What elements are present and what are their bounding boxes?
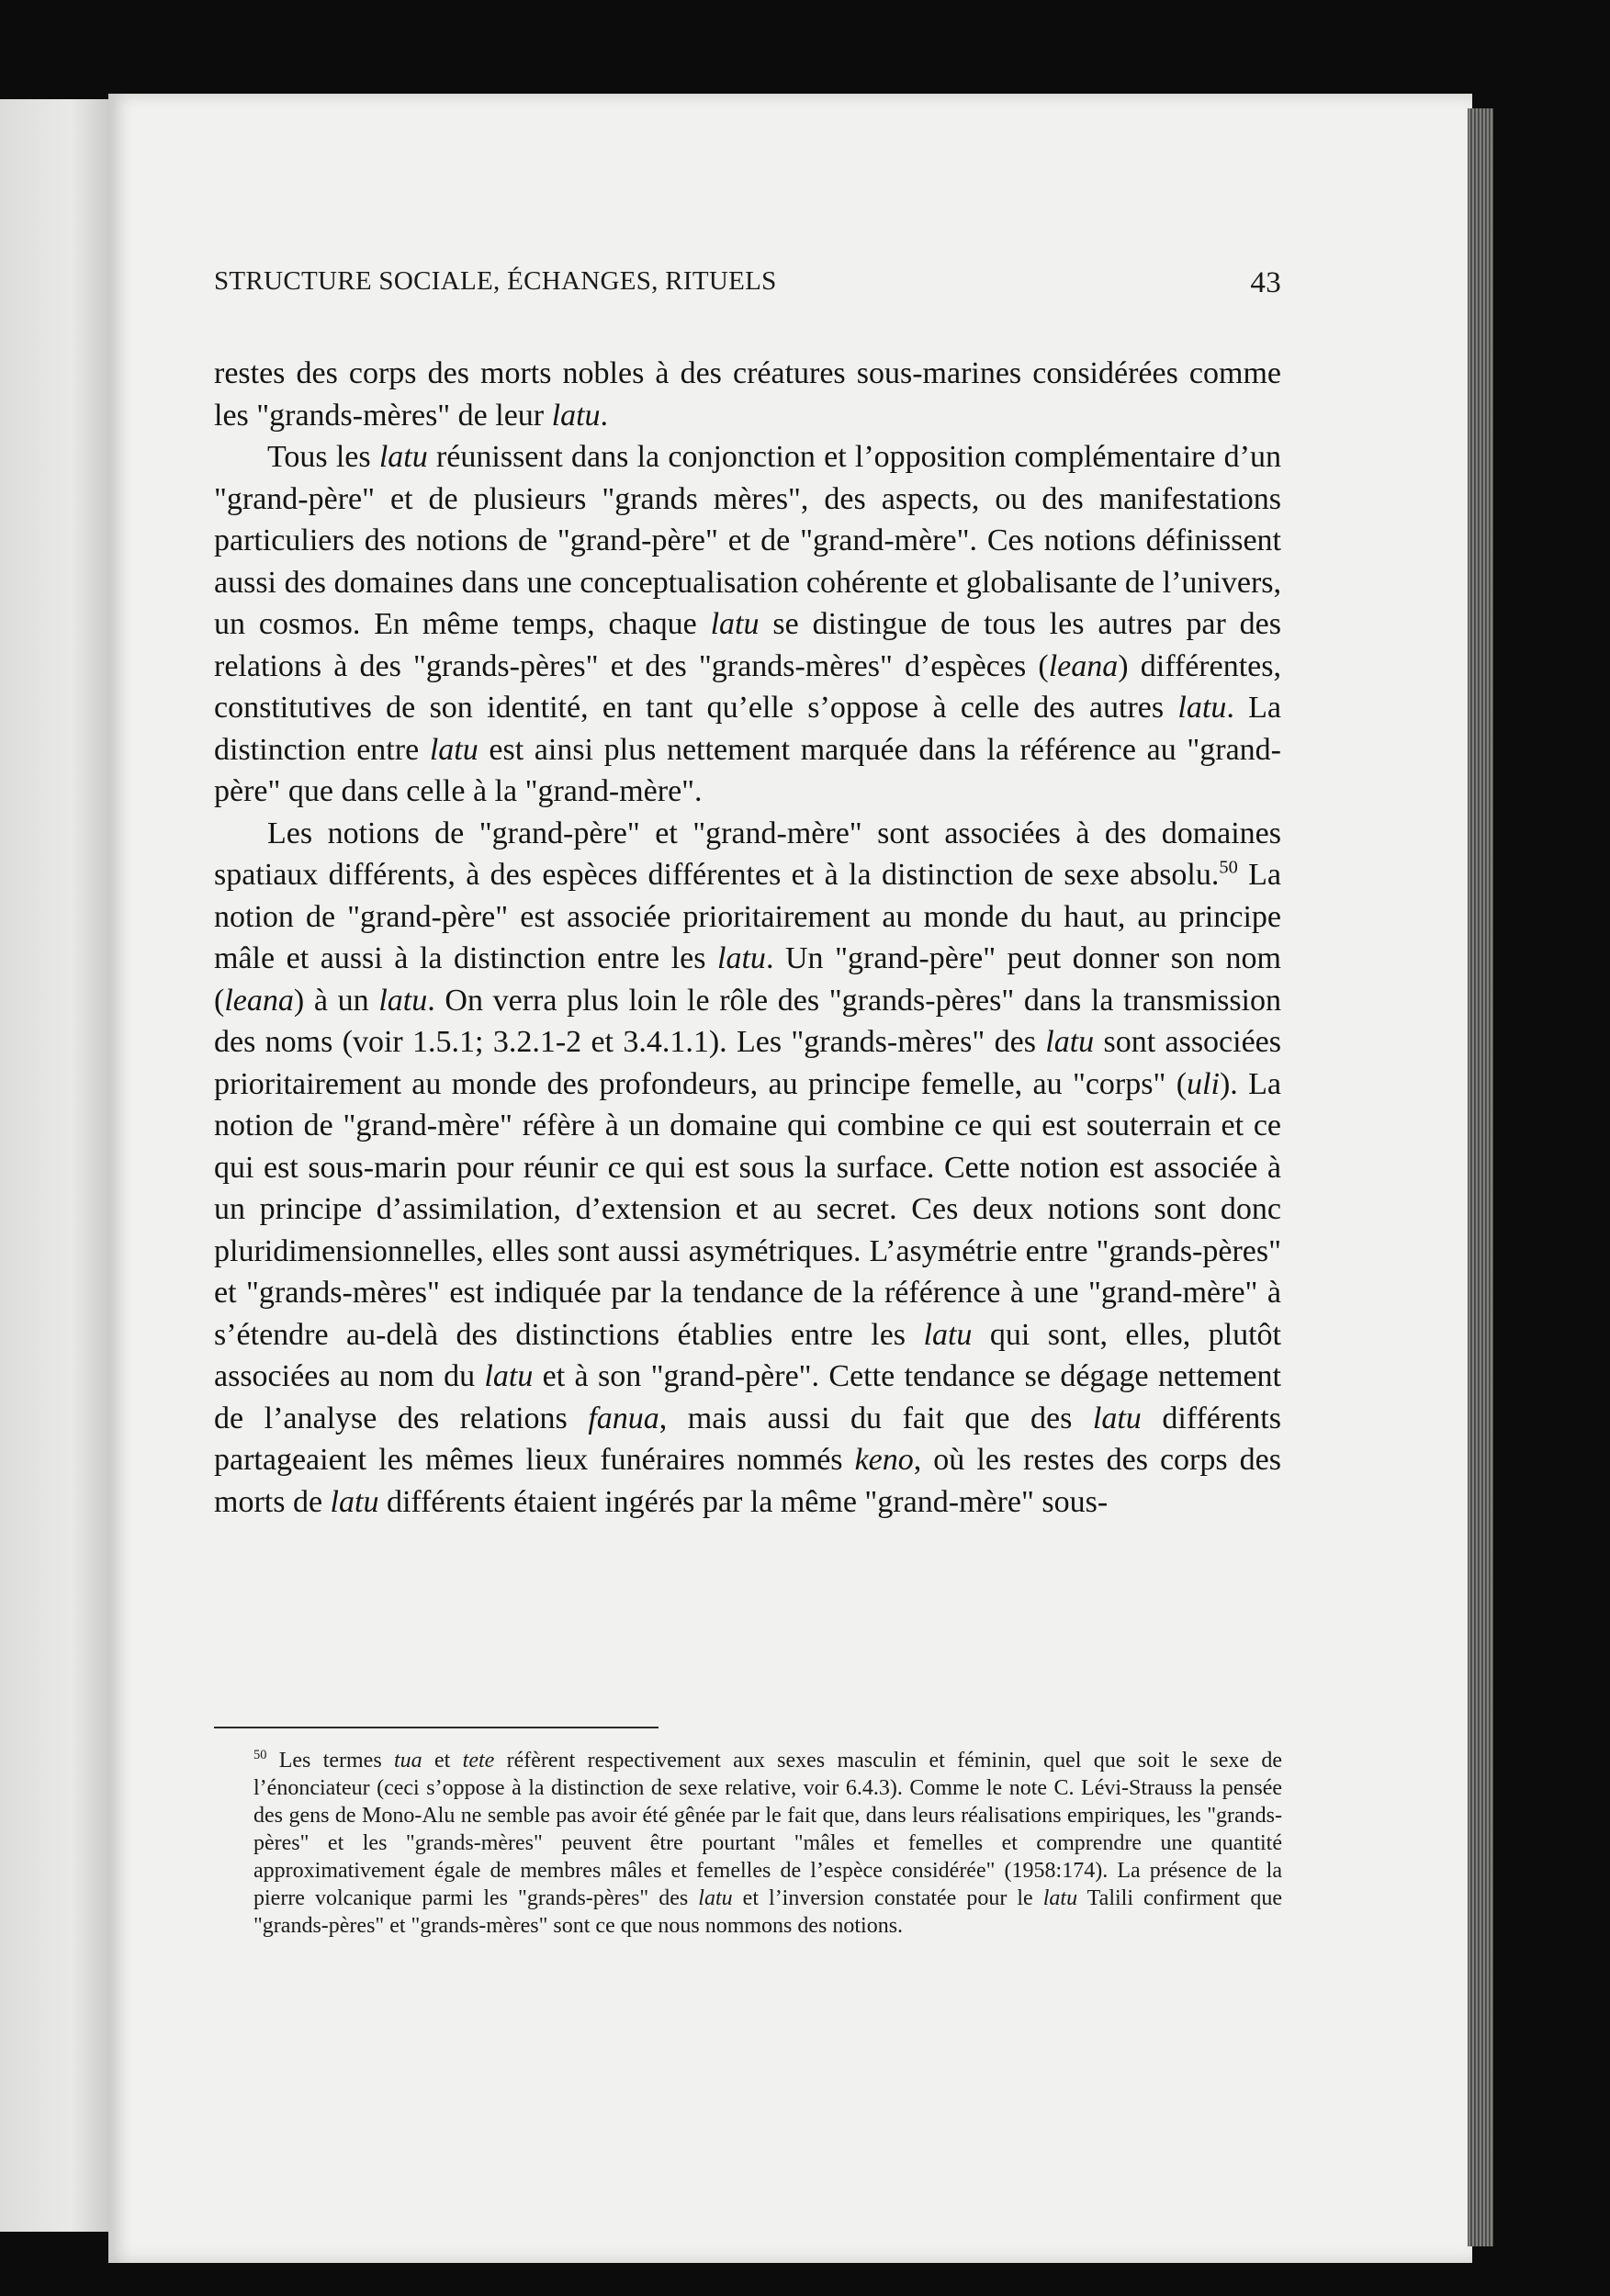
footnote-ref[interactable]: 50 xyxy=(1219,857,1238,878)
page-stack-edge xyxy=(1468,108,1493,2246)
footnote-number: 50 xyxy=(253,1748,267,1762)
paragraph-2: Tous les latu réunissent dans la conjonction et l’opposition complémentaire d’un "grand-père" et de plusieurs "grands mères", des aspects, ou des manifestations particuliers des notions de "grand-père" et de "grand-mère". Ces notions définissent aussi des domaines dans une conceptualisation cohérente et globalisante de l’univers, un cosmos. En même temps, chaque latu se distingue de tous les autres par des relations à des "grands-pères" et des "grands-mères" d’espèces (leana) différentes, constitutives de son identité, en tant qu’elle s’oppose à celle des autres latu. La distinction entre latu est ainsi plus nettement marquée dans la référence au "grand-père" que dans celle à la "grand-mère". xyxy=(214,440,1281,808)
footnotes xyxy=(253,1747,1282,1940)
page-number: 43 xyxy=(1250,266,1281,299)
chapter-title: STRUCTURE SOCIALE, ÉCHANGES, RITUELS xyxy=(214,266,777,296)
footnote-divider xyxy=(214,1727,659,1728)
main-text xyxy=(214,353,1281,1523)
paragraph-3: Les notions de "grand-père" et "grand-mère" sont associées à des domaines spatiaux différents, à des espèces différentes et à la distinction de sexe absolu.$^{50}$ La notion de "grand-père" est associée prioritairement au monde du haut, au principe mâle et aussi à la distinction entre les latu. Un "grand-père" peut donner son nom (leana) à un latu. On verra plus loin le rôle des "grands-pères" dans la transmission des noms (voir 1.5.1; 3.2.1-2 et 3.4.1.1). Les "grands-mères" des latu sont associées prioritairement au monde des profondeurs, au principe femelle, au "corps" (uli). La notion de "grand-mère" réfère à un domaine qui combine ce qui est souterrain et ce qui est sous-marin pour réunir ce qui est sous la surface. Cette notion est associée à un principe d’assimilation, d’extension et au secret. Ces deux notions sont donc pluridimensionnelles, elles sont aussi asymétriques. L’asymétrie entre "grands-pères" et "grands-mères" est indiquée par la tendance de la référence à une "grand-mère" à s’étendre au-delà des distinctions établies entre les latu qui sont, elles, plutôt associées au nom du latu et à son "grand-père". Cette tendance se dégage nettement de l’analyse des relations fanua, mais aussi du fait que des latu différents partageaient les mêmes lieux funéraires nommés keno, où les restes des corps des morts de latu différents étaient ingérés par la même "grand-mère" sous- xyxy=(214,816,1281,1519)
paragraph-1: restes des corps des morts nobles à des créatures sous-marines considérées comme les "grands-mères" de leur latu. xyxy=(214,356,1281,433)
footnote-50: $^{50}$ Les termes tua et tete réfèrent respectivement aux sexes masculin et féminin, quel que soit le sexe de l’énonciateur (ceci s’oppose à la distinction de sexe relative, voir 6.4.3). Comme le note C. Lévi-Strauss la pensée des gens de Mono-Alu ne semble pas avoir été gênée par le fait que, dans leurs réalisations empiriques, les "grands-pères" et les "grands-mères" peuvent être pourtant "mâles et femelles et comprendre une quantité approximativement égale de membres mâles et femelles de l’espèce considérée" (1958:174). La présence de la pierre volcanique parmi les "grands-pères" des latu et l’inversion constatée pour le latu Talili confirment que "grands-pères" et "grands-mères" sont ce que nous nommons des notions. xyxy=(253,1748,1282,1938)
